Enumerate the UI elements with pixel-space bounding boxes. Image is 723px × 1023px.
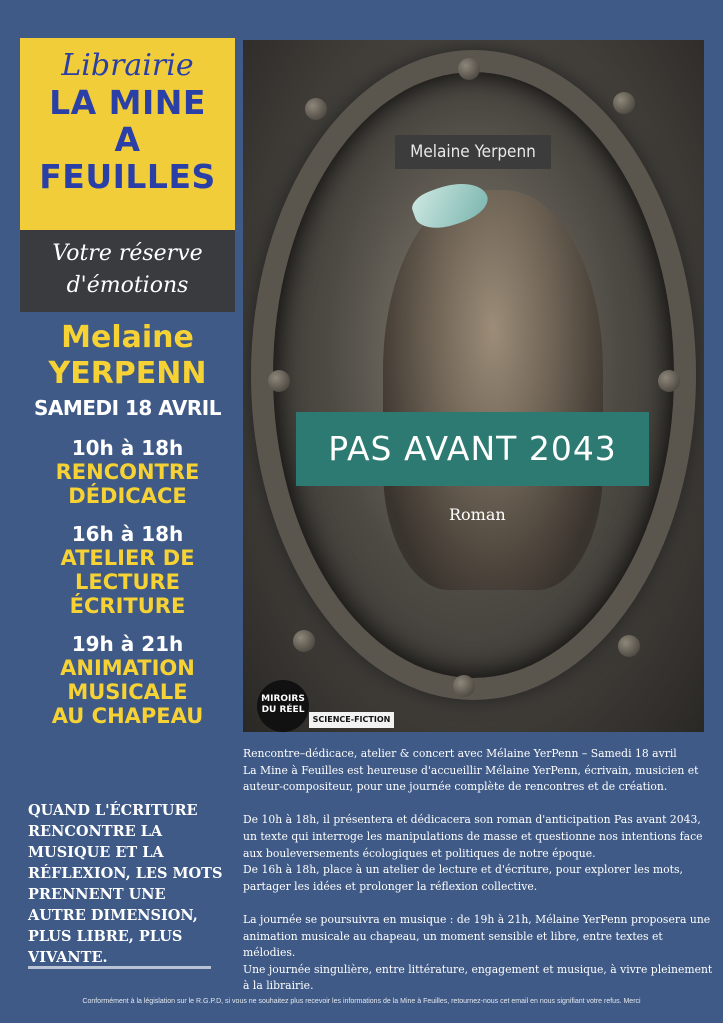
- event-description: [243, 746, 713, 995]
- bolt-icon: [268, 370, 290, 392]
- collection-label: SCIENCE-FICTION: [309, 712, 394, 728]
- slot-time: 10h à 18h: [71, 436, 184, 460]
- bolt-icon: [618, 635, 640, 657]
- slot-time: 19h à 21h: [71, 632, 184, 656]
- cover-author: Melaine Yerpenn: [395, 135, 551, 169]
- event-date: SAMEDI 18 AVRIL: [34, 396, 221, 420]
- bolt-icon: [613, 92, 635, 114]
- publisher-line-2: DU RÉEL: [261, 705, 305, 715]
- bolt-icon: [453, 675, 475, 697]
- divider: [28, 966, 211, 969]
- schedule-slot: [20, 522, 235, 618]
- description-paragraph: La Mine à Feuilles est heureuse d'accueillir Mélaine YerPenn, écrivain, musicien et auteur-compositeur, pour une journée complète de rencontres et de création.: [243, 763, 699, 794]
- logo-script-text: Librairie: [61, 48, 194, 83]
- paragraph-gap: [243, 796, 713, 813]
- slot-title: RENCONTRE DÉDICACE: [55, 460, 200, 508]
- description-paragraph: De 16h à 18h, place à un atelier de lecture et d'écriture, pour explorer les mots, partager les idées et prolonger la réflexion collective.: [243, 863, 683, 893]
- paragraph-gap: [243, 895, 713, 912]
- schedule-slot: [20, 632, 235, 728]
- cover-figure: [383, 190, 603, 590]
- author-first-name: Melaine: [61, 320, 194, 355]
- description-paragraph: La journée se poursuivra en musique : de 19h à 21h, Mélaine YerPenn proposera une animation musicale au chapeau, un moment sensible et libre, entre textes et mélodies.: [243, 912, 711, 960]
- gdpr-footer: Conformément à la législation sur le R.G.P.D, si vous ne souhaitez plus recevoir les informations de la Mine à Feuilles, retournez-nous cet email en nous signifiant votre refus. Merci: [82, 998, 641, 1005]
- logo-tagline-box: [20, 230, 235, 312]
- logo-name-line-3: FEUILLES: [39, 157, 216, 196]
- publisher-logo: [257, 680, 309, 732]
- slot-time: 16h à 18h: [71, 522, 184, 546]
- author-last-name: YERPENN: [48, 356, 207, 391]
- tagline-line-2: d'émotions: [66, 273, 189, 298]
- slot-title: ANIMATION MUSICALE AU CHAPEAU: [51, 656, 204, 728]
- event-info: [20, 320, 235, 728]
- book-cover: [243, 40, 704, 732]
- schedule-slot: [20, 436, 235, 508]
- logo-name-line-2: A: [114, 120, 141, 159]
- logo-name-line-1: LA MINE: [49, 83, 206, 122]
- cover-genre: Roman: [449, 505, 506, 524]
- description-paragraph: Rencontre–dédicace, atelier & concert avec Mélaine YerPenn – Samedi 18 avril: [243, 747, 677, 760]
- tagline-line-1: Votre réserve: [52, 241, 203, 266]
- publisher-line-1: MIROIRS: [261, 694, 305, 704]
- slot-title: ATELIER DE LECTURE ÉCRITURE: [60, 546, 195, 618]
- quote-text: QUAND L'ÉCRITURE RENCONTRE LA MUSIQUE ET LA RÉFLEXION, LES MOTS PRENNENT UNE AUTRE DIMENSION, PLUS LIBRE, PLUS VIVANTE.: [28, 802, 223, 966]
- description-paragraph: De 10h à 18h, il présentera et dédicacera son roman d'anticipation Pas avant 2043, un texte qui interroge les manipulations de masse et questionne nos intentions face aux bouleversements écologiques et politiques de notre époque.: [243, 813, 703, 860]
- bolt-icon: [305, 98, 327, 120]
- bolt-icon: [458, 58, 480, 80]
- cover-title: PAS AVANT 2043: [296, 412, 649, 486]
- bolt-icon: [293, 630, 315, 652]
- bookstore-logo: [20, 38, 235, 230]
- bolt-icon: [658, 370, 680, 392]
- description-paragraph: Une journée singulière, entre littérature, engagement et musique, à vivre pleinement à la librairie.: [243, 962, 713, 993]
